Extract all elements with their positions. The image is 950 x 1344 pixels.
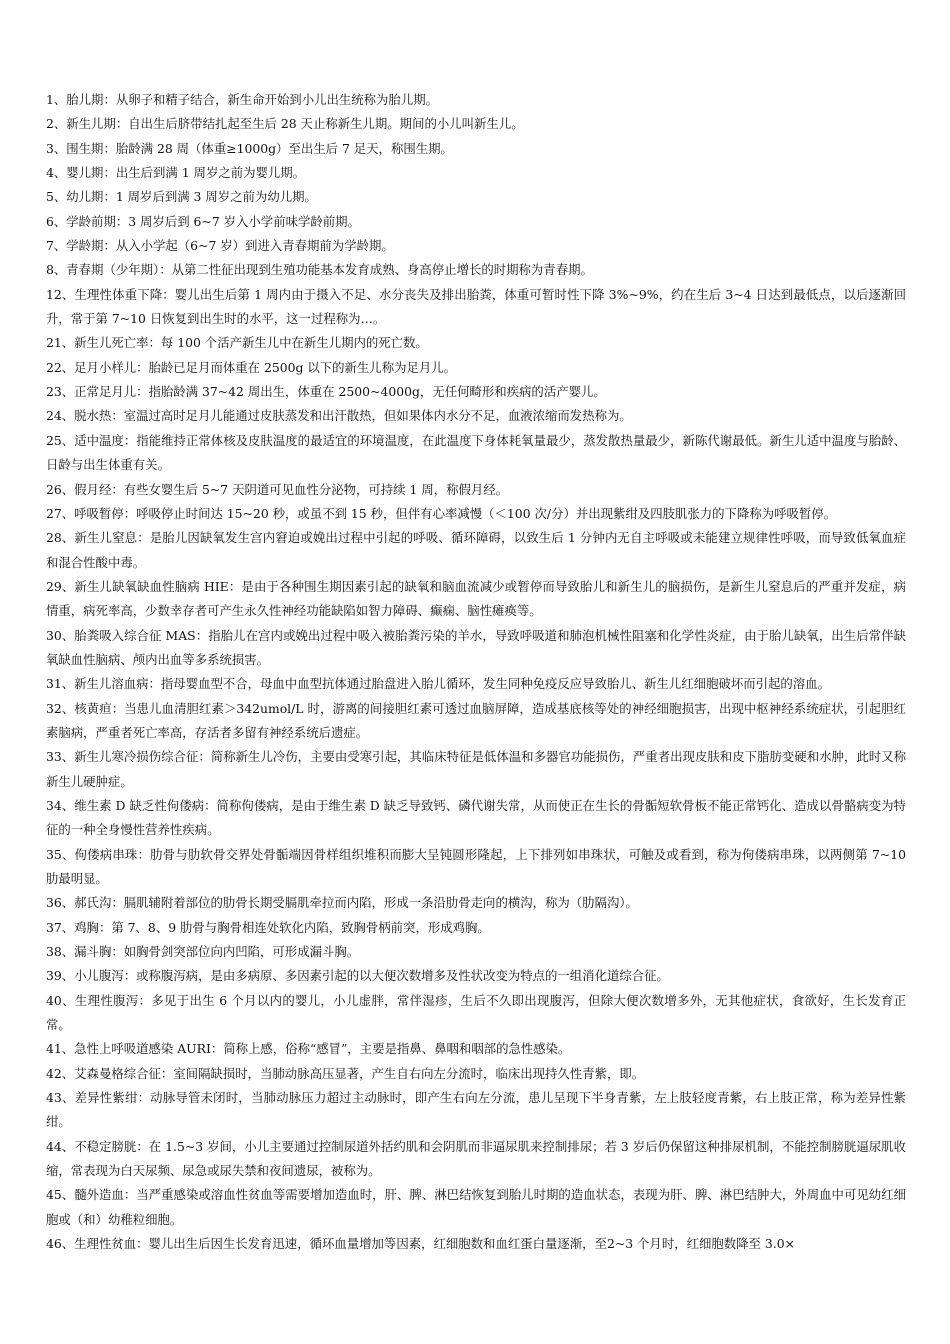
entry-33: 33、新生儿寒冷损伤综合征：简称新生儿冷伤，主要由受寒引起，其临床特征是低体温和多器官功能损伤，严重者出现皮肤和皮下脂肪变硬和水肿，此时又称新生儿硬肿症。 [46,749,906,789]
entry-23: 23、正常足月儿：指胎龄满 37~42 周出生，体重在 2500~4000g，无任何畸形和疾病的活产婴儿。 [46,384,606,400]
entry-8: 8、青春期（少年期）：从第二性征出现到生殖功能基本发育成熟、身高停止增长的时期称为青春期。 [46,262,593,278]
entry-2: 2、新生儿期：自出生后脐带结扎起至生后 28 天止称新生儿期。期间的小儿叫新生儿。 [46,116,524,132]
entry-46: 46、生理性贫血：婴儿出生后因生长发育迅速，循环血量增加等因素，红细胞数和血红蛋白量逐渐，至2~3 个月时，红细胞数降至 3.0× [46,1236,795,1252]
entry-41: 41、急性上呼吸道感染 AURI：简称上感，俗称“感冒”，主要是指鼻、鼻咽和咽部的急性感染。 [46,1041,571,1057]
entry-34: 34、维生素 D 缺乏性佝偻病：简称佝偻病，是由于维生素 D 缺乏导致钙、磷代谢失常，从而使正在生长的骨骺短软骨板不能正常钙化、造成以骨骼病变为特征的一种全身慢性营养性疾病。 [46,797,906,838]
entry-24: 24、脱水热：室温过高时足月儿能通过皮肤蒸发和出汗散热，但如果体内水分不足，血液浓缩而发热称为。 [46,408,632,424]
entry-35: 35、佝偻病串珠：肋骨与肋软骨交界处骨骺端因骨样组织堆积而膨大呈钝圆形隆起，上下排列如串珠状，可触及或看到，称为佝偻病串珠，以两侧第 7~10 肋最明显。 [46,846,906,886]
entry-29: 29、新生儿缺氧缺血性脑病 HIE：是由于各种围生期因素引起的缺氧和脑血流减少或暂停而导致胎儿和新生儿的脑损伤，是新生儿窒息后的严重并发症，病情重，病死率高，少数幸存者可产生永久性神经功能缺陷如智力障碍、癫痫、脑性瘫痪等。 [46,578,906,619]
entry-1: 1、胎儿期：从卵子和精子结合，新生命开始到小儿出生统称为胎儿期。 [46,92,438,107]
entry-12: 12、生理性体重下降：婴儿出生后第 1 周内由于摄入不足、水分丧失及排出胎粪，体重可暂时性下降 3%~9%，约在生后 3~4 日达到最低点，以后逐渐回升，常于第 7~10 日恢复到出生时的水平，这一过程称为…。 [46,286,906,327]
entry-43: 43、差异性紫绀：动脉导管未闭时，当肺动脉压力超过主动脉时，即产生右向左分流，患儿呈现下半身青紫，左上肢轻度青紫，右上肢正常，称为差异性紫绀。 [46,1090,906,1130]
entry-44: 44、不稳定膀胱：在 1.5~3 岁间，小儿主要通过控制尿道外括约肌和会阴肌而非逼尿肌来控制排尿；若 3 岁后仍保留这种排尿机制，不能控制膀胱逼尿肌收缩，常表现为白天尿频、尿急或尿失禁和夜间遗尿，被称为。 [46,1138,906,1179]
entry-37: 37、鸡胸：第 7、8、9 肋骨与胸骨相连处软化内陷，致胸骨柄前突，形成鸡胸。 [46,919,490,935]
entry-39: 39、小儿腹泻：或称腹泻病，是由多病原、多因素引起的以大便次数增多及性状改变为特点的一组消化道综合征。 [46,968,669,984]
entry-38: 38、漏斗胸：如胸骨剑突部位向内凹陷，可形成漏斗胸。 [46,944,360,960]
entry-3: 3、围生期：胎龄满 28 周（体重≥1000g）至出生后 7 足天，称围生期。 [46,140,453,156]
entry-45: 45、髓外造血：当严重感染或溶血性贫血等需要增加造血时，肝、脾、淋巴结恢复到胎儿时期的造血状态，表现为肝、脾、淋巴结肿大，外周血中可见幼红细胞或（和）幼稚粒细胞。 [46,1187,906,1227]
entry-7: 7、学龄期：从入小学起（6~7 岁）到进入青春期前为学龄期。 [46,238,394,254]
entry-31: 31、新生儿溶血病：指母婴血型不合，母血中血型抗体通过胎盘进入胎儿循环，发生同种免疫反应导致胎儿、新生儿红细胞破坏而引起的溶血。 [46,676,830,692]
document-page [46,88,906,1257]
entry-6: 6、学龄前期：3 周岁后到 6~7 岁入小学前味学龄前期。 [46,213,360,229]
entry-27: 27、呼吸暂停：呼吸停止时间达 15~20 秒，或虽不到 15 秒，但伴有心率减慢（＜100 次/分）并出现紫绀及四肢肌张力的下降称为呼吸暂停。 [46,505,837,521]
entry-32: 32、核黄疸：当患儿血清胆红素＞342umol/L 时，游离的间接胆红素可透过血脑屏障，造成基底核等处的神经细胞损害，出现中枢神经系统症状，引起胆红素脑病，严重者死亡率高，存活者多留有神经系统后遗症。 [46,700,906,740]
entry-42: 42、艾森曼格综合征：室间隔缺损时，当肺动脉高压显著，产生自右向左分流时，临床出现持久性青紫，即。 [46,1065,645,1081]
entry-30: 30、胎粪吸入综合征 MAS：指胎儿在宫内或娩出过程中吸入被胎粪污染的羊水，导致呼吸道和肺泡机械性阻塞和化学性炎症，由于胎儿缺氧，出生后常伴缺氧缺血性脑病、颅内出血等多系统损害。 [46,627,906,667]
entry-5: 5、幼儿期：1 周岁后到满 3 周岁之前为幼儿期。 [46,189,317,205]
entry-25: 25、适中温度：指能维持正常体核及皮肤温度的最适宜的环境温度，在此温度下身体耗氧量最少，蒸发散热量最少，新陈代谢最低。新生儿适中温度与胎龄、日龄与出生体重有关。 [46,432,906,473]
entry-22: 22、足月小样儿：胎龄已足月而体重在 2500g 以下的新生儿称为足月儿。 [46,359,457,375]
entry-26: 26、假月经：有些女婴生后 5~7 天阴道可见血性分泌物，可持续 1 周，称假月经。 [46,481,509,497]
entry-28: 28、新生儿窒息：是胎儿因缺氧发生宫内窘迫或娩出过程中引起的呼吸、循环障碍，以致生后 1 分钟内无自主呼吸或未能建立规律性呼吸，而导致低氧血症和混合性酸中毒。 [46,530,906,570]
entry-4: 4、婴儿期：出生后到满 1 周岁之前为婴儿期。 [46,165,306,181]
entry-21: 21、新生儿死亡率：每 100 个活产新生儿中在新生儿期内的死亡数。 [46,335,428,351]
entry-36: 36、郝氏沟：膈肌辅附着部位的肋骨长期受膈肌牵拉而内陷，形成一条沿肋骨走向的横沟，称为（肋隔沟）。 [46,895,638,911]
entry-40: 40、生理性腹泻：多见于出生 6 个月以内的婴儿，小儿虚胖，常伴湿疹，生后不久即出现腹泻，但除大便次数增多外，无其他症状，食欲好，生长发育正常。 [46,992,906,1033]
